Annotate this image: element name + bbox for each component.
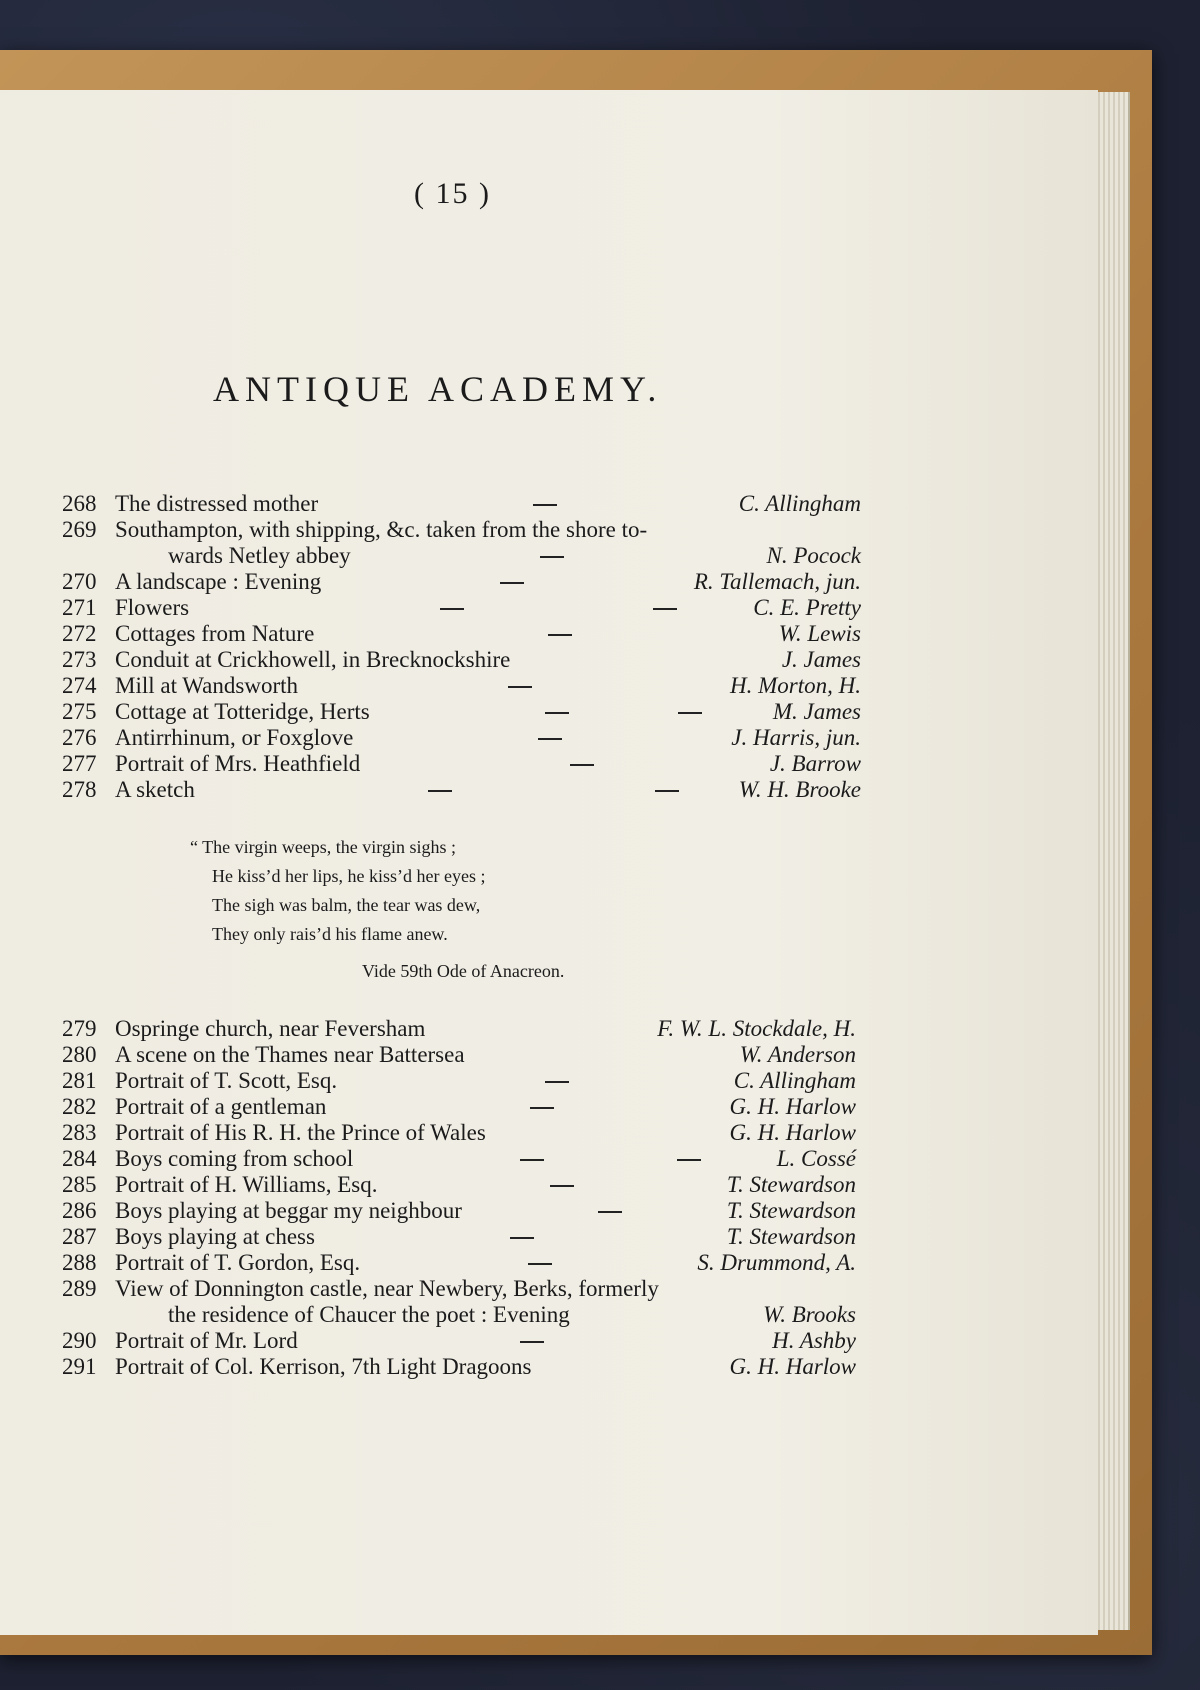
catalogue-entry [0, 620, 1098, 647]
entry-artist: N. Pocock [766, 543, 861, 568]
entry-title: Southampton, with shipping, &c. taken from the shore to- [115, 517, 648, 542]
entry-artist: J. Barrow [769, 751, 861, 776]
entry-title: Portrait of a gentleman [115, 1094, 327, 1119]
entry-title: Cottages from Nature [115, 621, 315, 646]
entry-artist: G. H. Harlow [729, 1354, 856, 1379]
entry-artist: R. Tallemach, jun. [693, 569, 861, 594]
entry-artist: T. Stewardson [726, 1172, 856, 1197]
catalogue-entry [0, 1093, 1098, 1120]
entry-number: 282 [62, 1094, 97, 1119]
dash-rule [528, 1263, 552, 1265]
catalogue-entry [0, 1119, 1098, 1146]
entry-artist: H. Ashby [772, 1328, 856, 1353]
entry-artist: J. Harris, jun. [731, 725, 861, 750]
entry-artist: W. Brooks [763, 1302, 856, 1327]
catalogue-entry [0, 1171, 1098, 1198]
entry-number: 271 [62, 595, 97, 620]
entry-number: 274 [62, 673, 97, 698]
section-title: ANTIQUE ACADEMY. [213, 369, 663, 409]
catalogue-entry [0, 1067, 1098, 1094]
entry-number: 272 [62, 621, 97, 646]
entry-title: A scene on the Thames near Battersea [115, 1042, 465, 1067]
entry-number: 277 [62, 751, 97, 776]
entry-artist: C. Allingham [738, 491, 861, 516]
catalogue-entry [0, 1145, 1098, 1172]
entry-number: 288 [62, 1250, 97, 1275]
entry-title: Boys coming from school [115, 1146, 354, 1171]
entry-number: 275 [62, 699, 97, 724]
entry-artist: C. E. Pretty [753, 595, 861, 620]
dash-rule [548, 634, 572, 636]
catalogue-entry [0, 1223, 1098, 1250]
entry-title: Portrait of H. Williams, Esq. [115, 1172, 378, 1197]
dash-rule [598, 1211, 622, 1213]
entry-title: Portrait of Col. Kerrison, 7th Light Dragoons [115, 1354, 532, 1379]
dash-rule [677, 1159, 701, 1161]
entry-title: A landscape : Evening [115, 569, 322, 594]
dash-rule [440, 608, 464, 610]
entry-artist: S. Drummond, A. [697, 1250, 856, 1275]
catalogue-entry [0, 594, 1098, 621]
dash-rule [545, 1081, 569, 1083]
entry-number: 280 [62, 1042, 97, 1067]
entry-title: Ospringe church, near Feversham [115, 1016, 426, 1041]
dash-rule [530, 1107, 554, 1109]
verse-source: Vide 59th Ode of Anacreon. [362, 961, 565, 981]
entry-title: Cottage at Totteridge, Herts [115, 699, 370, 724]
dash-rule [653, 608, 677, 610]
entry-title: Conduit at Crickhowell, in Brecknockshire [115, 647, 511, 672]
dash-rule [520, 1159, 544, 1161]
entry-title: Mill at Wandsworth [115, 673, 298, 698]
entry-title: Portrait of Mr. Lord [115, 1328, 298, 1353]
verse-line: He kiss’d her lips, he kiss’d her eyes ; [212, 866, 486, 886]
entry-artist: W. H. Brooke [738, 777, 861, 802]
entry-number: 278 [62, 777, 97, 802]
entry-number: 289 [62, 1276, 97, 1301]
entry-number: 276 [62, 725, 97, 750]
catalogue-entry [0, 672, 1098, 699]
entry-artist: W. Anderson [739, 1042, 856, 1067]
entry-number: 291 [62, 1354, 97, 1379]
catalogue-entry [0, 1275, 1098, 1302]
entry-title: Boys playing at beggar my neighbour [115, 1198, 462, 1223]
entry-number: 270 [62, 569, 97, 594]
entry-title: Portrait of T. Gordon, Esq. [115, 1250, 361, 1275]
dash-rule [545, 712, 569, 714]
entry-artist: T. Stewardson [726, 1224, 856, 1249]
entry-title: Portrait of Mrs. Heathfield [115, 751, 361, 776]
entry-title-continued: the residence of Chaucer the poet : Evening [168, 1302, 570, 1327]
catalogue-entry [0, 490, 1098, 517]
dash-rule [533, 504, 557, 506]
entry-artist: W. Lewis [778, 621, 861, 646]
entry-number: 269 [62, 517, 97, 542]
entry-artist: G. H. Harlow [729, 1094, 856, 1119]
catalogue-entry [0, 516, 1098, 543]
entry-title: The distressed mother [115, 491, 319, 516]
entry-artist: H. Morton, H. [730, 673, 861, 698]
entry-number: 281 [62, 1068, 97, 1093]
entry-title: Boys playing at chess [115, 1224, 315, 1249]
entry-number: 279 [62, 1016, 97, 1041]
catalogue-entry [0, 776, 1098, 803]
catalogue-entry-continuation [0, 542, 1098, 569]
dash-rule [428, 790, 452, 792]
entry-artist: L. Cossé [776, 1146, 856, 1171]
catalogue-entry [0, 1197, 1098, 1224]
dash-rule [570, 764, 594, 766]
catalogue-entry-continuation [0, 1301, 1098, 1328]
entry-title: Portrait of T. Scott, Esq. [115, 1068, 338, 1093]
catalogue-entry [0, 750, 1098, 777]
entry-number: 285 [62, 1172, 97, 1197]
catalogue-entry [0, 724, 1098, 751]
book-page [0, 90, 1098, 1635]
entry-artist: F. W. L. Stockdale, H. [657, 1016, 856, 1041]
catalogue-entry [0, 698, 1098, 725]
dash-rule [550, 1185, 574, 1187]
dash-rule [520, 1341, 544, 1343]
entry-number: 283 [62, 1120, 97, 1145]
verse-line: “ The virgin weeps, the virgin sighs ; [190, 837, 456, 857]
entry-number: 268 [62, 491, 97, 516]
catalogue-entry [0, 646, 1098, 673]
entry-artist: J. James [781, 647, 861, 672]
entry-number: 284 [62, 1146, 97, 1171]
dash-rule [678, 712, 702, 714]
entry-title: Antirrhinum, or Foxglove [115, 725, 354, 750]
entry-artist: T. Stewardson [726, 1198, 856, 1223]
catalogue-entry [0, 1327, 1098, 1354]
catalogue-entry [0, 1041, 1098, 1068]
entry-artist: G. H. Harlow [729, 1120, 856, 1145]
dash-rule [540, 556, 564, 558]
entry-title: A sketch [115, 777, 195, 802]
catalogue-entry [0, 1249, 1098, 1276]
dash-rule [655, 790, 679, 792]
entry-title: Portrait of His R. H. the Prince of Wales [115, 1120, 486, 1145]
entry-number: 273 [62, 647, 97, 672]
verse-line: The sigh was balm, the tear was dew, [212, 895, 481, 915]
entry-number: 290 [62, 1328, 97, 1353]
dash-rule [510, 1237, 534, 1239]
entry-title-continued: wards Netley abbey [168, 543, 351, 568]
dash-rule [538, 738, 562, 740]
catalogue-entry [0, 1015, 1098, 1042]
dash-rule [500, 582, 524, 584]
verse-line: They only rais’d his flame anew. [212, 924, 448, 944]
entry-artist: C. Allingham [733, 1068, 856, 1093]
catalogue-entry [0, 568, 1098, 595]
entry-number: 286 [62, 1198, 97, 1223]
entry-artist: M. James [772, 699, 861, 724]
entry-title: Flowers [115, 595, 190, 620]
dash-rule [508, 686, 532, 688]
page-number: ( 15 ) [414, 177, 491, 210]
entry-title: View of Donnington castle, near Newbery, Berks, formerly [115, 1276, 659, 1301]
catalogue-entries [0, 90, 1098, 1490]
catalogue-entry [0, 1353, 1098, 1380]
entry-number: 287 [62, 1224, 97, 1249]
